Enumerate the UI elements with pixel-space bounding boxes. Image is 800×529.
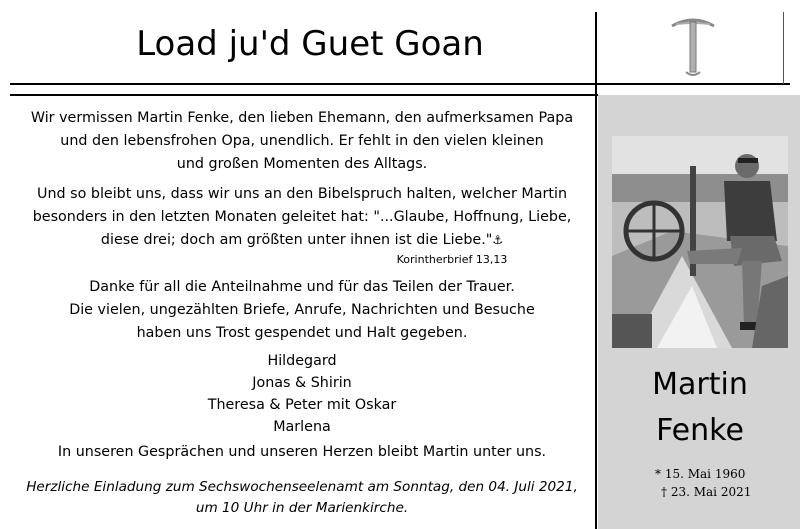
cross-icon: † bbox=[661, 485, 667, 499]
deceased-photo bbox=[612, 136, 788, 348]
top-divider bbox=[10, 83, 790, 85]
birth-date bbox=[655, 466, 745, 482]
birth-date-value: 15. Mai 1960 bbox=[664, 467, 746, 481]
star-icon: * bbox=[655, 467, 661, 481]
invitation bbox=[12, 477, 592, 519]
family-member: Theresa & Peter mit Oskar bbox=[207, 397, 397, 413]
text-line: Die vielen, ungezählten Briefe, Anrufe, Nachrichten und Besuche bbox=[69, 302, 535, 318]
family-member: Jonas & Shirin bbox=[252, 375, 352, 391]
text-line: und den lebensfrohen Opa, unendlich. Er fehlt in den vielen kleinen bbox=[60, 133, 544, 149]
text-line: um 10 Uhr in der Marienkirche. bbox=[195, 500, 409, 516]
text-line: Danke für all die Anteilnahme und für das Teilen der Trauer. bbox=[89, 279, 515, 295]
verse-text: diese drei; doch am größten unter ihnen ist die Liebe." bbox=[100, 232, 493, 248]
text-line bbox=[12, 229, 592, 252]
text-line: Wir vermissen Martin Fenke, den lieben Ehemann, den aufmerksamen Papa bbox=[30, 110, 574, 126]
family-list bbox=[12, 350, 592, 438]
anchor-cross-emblem-icon bbox=[668, 10, 718, 80]
page-title: Load ju'd Guet Goan bbox=[136, 24, 484, 64]
family-member: Hildegard bbox=[267, 353, 337, 369]
family-member: Marlena bbox=[273, 419, 331, 435]
closing-line: In unseren Gesprächen und unseren Herzen bleibt Martin unter uns. bbox=[57, 444, 547, 460]
vertical-cross-bar bbox=[595, 12, 597, 529]
deceased-last-name: Fenke bbox=[656, 413, 744, 448]
deceased-first-name: Martin bbox=[652, 367, 748, 402]
text-line: haben uns Trost gespendet und Halt gegeben. bbox=[136, 325, 468, 341]
text-line: Und so bleibt uns, dass wir uns an den Bibelspruch halten, welcher Martin bbox=[36, 186, 568, 202]
text-line: besonders in den letzten Monaten geleitet hat: "...Glaube, Hoffnung, Liebe, bbox=[32, 209, 572, 225]
verse-reference: Korintherbrief 13,13 bbox=[396, 253, 508, 266]
anchor-icon: ⚓ bbox=[492, 233, 504, 247]
paragraph-remembrance bbox=[12, 107, 592, 176]
death-date-value: 23. Mai 2021 bbox=[670, 485, 752, 499]
paragraph-bible-verse bbox=[12, 183, 592, 267]
right-edge-line bbox=[783, 12, 784, 84]
paragraph-thanks bbox=[12, 276, 592, 345]
text-line: und großen Momenten des Alltags. bbox=[176, 156, 428, 172]
death-date bbox=[661, 484, 751, 500]
text-line: Herzliche Einladung zum Sechswochenseelenamt am Sonntag, den 04. Juli 2021, bbox=[26, 479, 578, 495]
header-underline bbox=[10, 94, 598, 96]
